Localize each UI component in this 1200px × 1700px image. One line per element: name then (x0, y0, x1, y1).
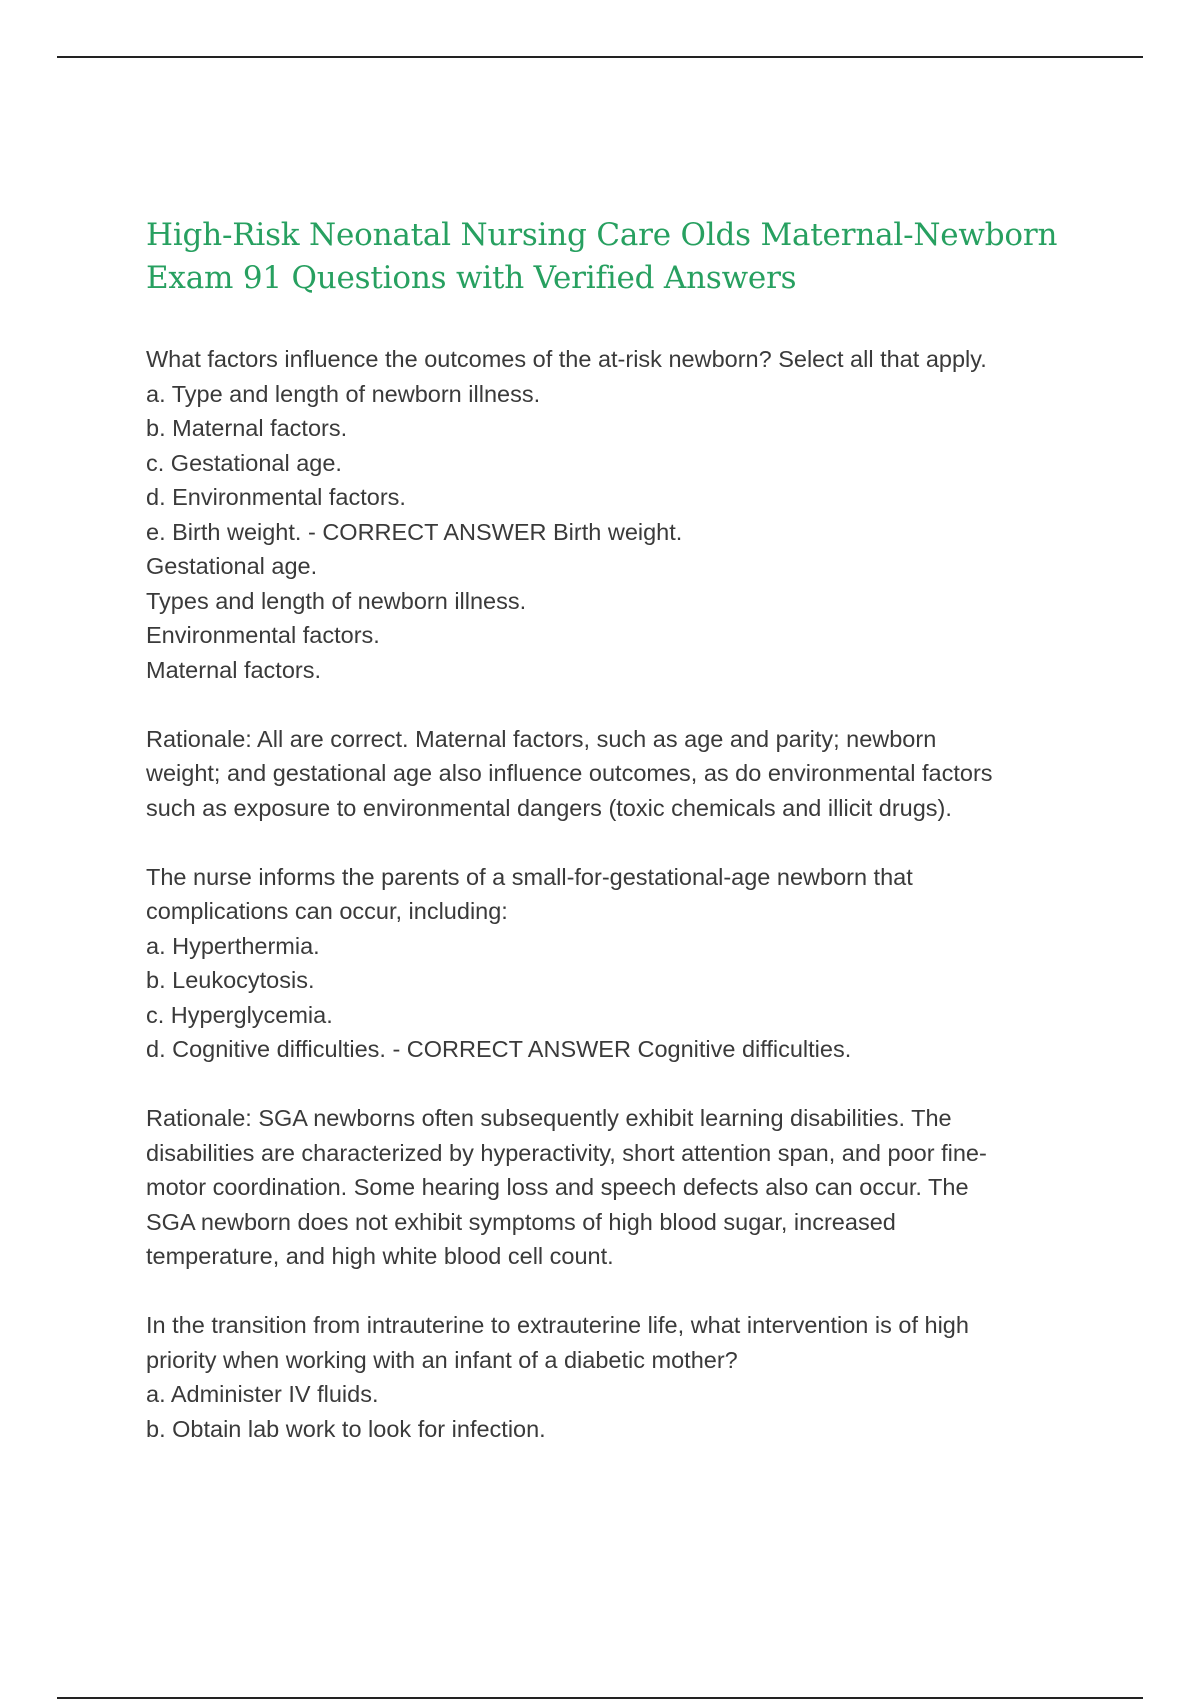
question-2-prompt: complications can occur, including: (146, 898, 508, 924)
question-1-answer-line: Environmental factors. (146, 622, 380, 648)
title-line: High-Risk Neonatal Nursing Care Olds Maternal-Newborn (146, 217, 1058, 253)
question-1-answer-line: Maternal factors. (146, 656, 322, 683)
rationale-line: temperature, and high white blood cell count. (146, 1243, 614, 1269)
spacer (146, 1067, 1106, 1102)
question-3-option-b: b. Obtain lab work to look for infection. (146, 1415, 546, 1442)
question-1-answer-line: Gestational age. (146, 553, 318, 579)
rationale-line: such as exposure to environmental dangers (toxic chemicals and illicit drugs). (146, 794, 952, 821)
question-1-option-a: a. Type and length of newborn illness. (146, 380, 541, 407)
rationale-line: weight; and gestational age also influence outcomes, as do environmental factors (146, 760, 993, 786)
question-1-option-e-answer: e. Birth weight. - CORRECT ANSWER Birth weight. (146, 518, 683, 545)
rationale-line: disabilities are characterized by hyperactivity, short attention span, and poor fine- (146, 1139, 987, 1166)
rationale-line: Rationale: All are correct. Maternal factors, such as age and parity; newborn (146, 725, 937, 752)
question-2-option-d-answer: d. Cognitive difficulties. - CORRECT ANSWER Cognitive difficulties. (146, 1036, 852, 1062)
question-1-prompt: What factors influence the outcomes of the at-risk newborn? Select all that apply. (146, 346, 987, 372)
question-2-option-b: b. Leukocytosis. (146, 967, 315, 993)
rationale-line: Rationale: SGA newborns often subsequently exhibit learning disabilities. The (146, 1105, 952, 1131)
header-rule (57, 56, 1143, 58)
title-line: Exam 91 Questions with Verified Answers (146, 260, 797, 296)
question-3 (146, 1308, 1106, 1446)
spacer (146, 1274, 1106, 1309)
question-2-option-c: c. Hyperglycemia. (146, 1001, 333, 1028)
question-1-option-c: c. Gestational age. (146, 449, 342, 476)
question-1 (146, 342, 1106, 687)
question-2-option-a: a. Hyperthermia. (146, 932, 320, 959)
question-2 (146, 860, 1106, 1067)
document-title (146, 214, 1106, 300)
question-3-prompt: priority when working with an infant of a diabetic mother? (146, 1346, 738, 1373)
rationale-line: motor coordination. Some hearing loss and speech defects also can occur. The (146, 1174, 969, 1200)
question-1-rationale (146, 722, 1106, 826)
question-2-prompt: The nurse informs the parents of a small-for-gestational-age newborn that (146, 863, 913, 890)
question-1-option-b: b. Maternal factors. (146, 415, 348, 441)
question-2-rationale (146, 1101, 1106, 1274)
question-3-prompt: In the transition from intrauterine to extrauterine life, what intervention is of high (146, 1312, 969, 1338)
spacer (146, 687, 1106, 722)
footer-rule (57, 1697, 1143, 1699)
spacer (146, 825, 1106, 860)
question-3-option-a: a. Administer IV fluids. (146, 1381, 379, 1407)
question-1-option-d: d. Environmental factors. (146, 484, 406, 510)
document-body (146, 214, 1106, 1446)
question-1-answer-line: Types and length of newborn illness. (146, 587, 527, 614)
rationale-line: SGA newborn does not exhibit symptoms of high blood sugar, increased (146, 1208, 896, 1235)
